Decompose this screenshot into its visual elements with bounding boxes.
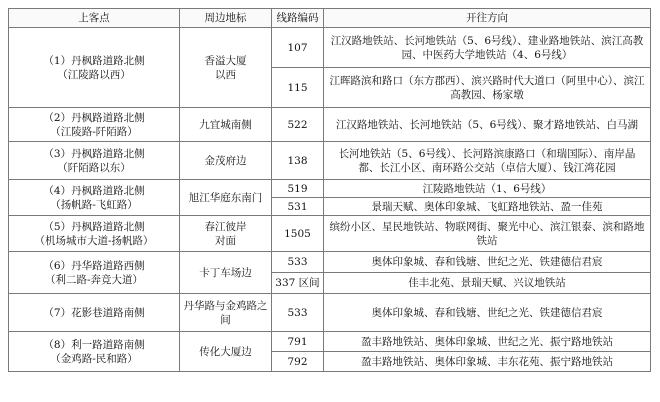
table-row <box>9 28 651 68</box>
table-row <box>9 252 651 273</box>
route-code: 791 <box>272 332 324 352</box>
direction-line: 园、中医药大学地铁站（4、6号线） <box>401 48 573 61</box>
landmark-line: 以西 <box>215 68 236 81</box>
stop-line: （1）丹枫路道路北侧 <box>43 54 145 67</box>
direction-cell: 佳丰北苑、景瑞天赋、兴议地铁站 <box>324 273 651 294</box>
direction-cell: 奥体印象城、春和钱塘、世纪之光、铁建德信君宸 <box>324 294 651 332</box>
route-code: 138 <box>272 142 324 180</box>
table-row <box>9 294 651 332</box>
direction-line: 江晖路滨和路口（东方郡西）、滨兴路时代大道口（阿里中心）、滨江 <box>329 74 645 87</box>
landmark-cell: 金茂府边 <box>180 142 272 180</box>
table-row <box>9 332 651 352</box>
landmark-line: 春江彼岸 <box>204 220 247 233</box>
landmark-cell: 卡丁车场边 <box>180 252 272 294</box>
direction-cell: 奥体印象城、春和钱塘、世纪之光、铁建德信君宸 <box>324 252 651 273</box>
route-code: 533 <box>272 294 324 332</box>
table-row <box>9 142 651 180</box>
route-code: 107 <box>272 28 324 68</box>
stop-line: （4）丹枫路道路北侧 <box>43 184 145 197</box>
route-code: 115 <box>272 68 324 108</box>
table-row <box>9 108 651 142</box>
direction-cell <box>324 68 651 108</box>
direction-cell <box>324 28 651 68</box>
route-code: 337 区间 <box>272 273 324 294</box>
stop-cell: （7）花影巷道路南侧 <box>9 294 180 332</box>
route-code: 522 <box>272 108 324 142</box>
direction-cell: 缤纷小区、星民地铁站、物联网街、聚光中心、滨江银泰、滨和路地铁站 <box>324 216 651 252</box>
landmark-line: 间 <box>220 313 231 326</box>
header-row <box>9 9 651 28</box>
direction-line: 江汉路地铁站、长河地铁站（5、6号线）、建业路地铁站、滨江高教 <box>330 34 644 47</box>
route-code: 533 <box>272 252 324 273</box>
landmark-cell: 旭江华庭东南门 <box>180 180 272 216</box>
header-direction: 开往方向 <box>324 9 651 28</box>
route-code: 531 <box>272 198 324 216</box>
direction-line: 长河地铁站（5、6号线）、长河路滨康路口（和瑞国际）、南岸晶 <box>338 147 636 160</box>
stop-line: （阡陌路以东） <box>57 161 131 174</box>
stop-cell <box>9 180 180 216</box>
stop-cell <box>9 142 180 180</box>
stop-line: （利二路-奔竞大道） <box>44 273 144 286</box>
stop-line: （5）丹枫路道路北侧 <box>43 220 145 233</box>
stop-cell <box>9 28 180 108</box>
landmark-line: 对面 <box>215 234 236 247</box>
stop-cell <box>9 108 180 142</box>
table-row <box>9 216 651 252</box>
stop-cell <box>9 332 180 372</box>
header-stop: 上客点 <box>9 9 180 28</box>
landmark-cell: 传化大厦边 <box>180 332 272 372</box>
landmark-cell <box>180 216 272 252</box>
direction-cell: 盈丰路地铁站、奥体印象城、丰东花苑、振宁路地铁站 <box>324 352 651 372</box>
landmark-line: 丹华路与金鸡路之 <box>183 299 268 312</box>
direction-cell: 江汉路地铁站、长河地铁站（5、6号线）、聚才路地铁站、白马湖 <box>324 108 651 142</box>
header-landmark: 周边地标 <box>180 9 272 28</box>
table-row <box>9 180 651 198</box>
direction-cell: 江陵路地铁站（1、6号线） <box>324 180 651 198</box>
landmark-cell <box>180 28 272 108</box>
direction-line: 都、长江小区、南环路公交站（卓信大厦）、钱江湾花园 <box>358 161 616 174</box>
landmark-cell <box>180 294 272 332</box>
stop-line: （2）丹枫路道路北侧 <box>43 111 145 124</box>
stop-line: （机场城市大道-扬帆路） <box>34 234 154 247</box>
landmark-line: 香溢大厦 <box>204 54 247 67</box>
direction-cell: 盈丰路地铁站、奥体印象城、世纪之光、振宁路地铁站 <box>324 332 651 352</box>
landmark-cell: 九宜城南侧 <box>180 108 272 142</box>
route-code: 792 <box>272 352 324 372</box>
stop-line: （6）丹华路道路西侧 <box>43 259 145 272</box>
stop-line: （8）利一路道路南侧 <box>43 338 145 351</box>
stop-line: （江陵路以西） <box>57 68 131 81</box>
bus-route-table <box>8 8 651 372</box>
stop-line: （扬帆路-飞虹路） <box>50 198 138 211</box>
stop-line: （江陵路-阡陌路） <box>50 125 138 138</box>
stop-line: （3）丹枫路道路北侧 <box>43 147 145 160</box>
direction-cell <box>324 142 651 180</box>
stop-line: （金鸡路-民和路） <box>50 352 138 365</box>
header-route: 线路编码 <box>272 9 324 28</box>
route-code: 1505 <box>272 216 324 252</box>
stop-cell <box>9 252 180 294</box>
route-code: 519 <box>272 180 324 198</box>
stop-cell <box>9 216 180 252</box>
direction-cell: 景瑞天赋、奥体印象城、飞虹路地铁站、盈一佳苑 <box>324 198 651 216</box>
direction-line: 高教园、杨家墩 <box>450 88 524 101</box>
